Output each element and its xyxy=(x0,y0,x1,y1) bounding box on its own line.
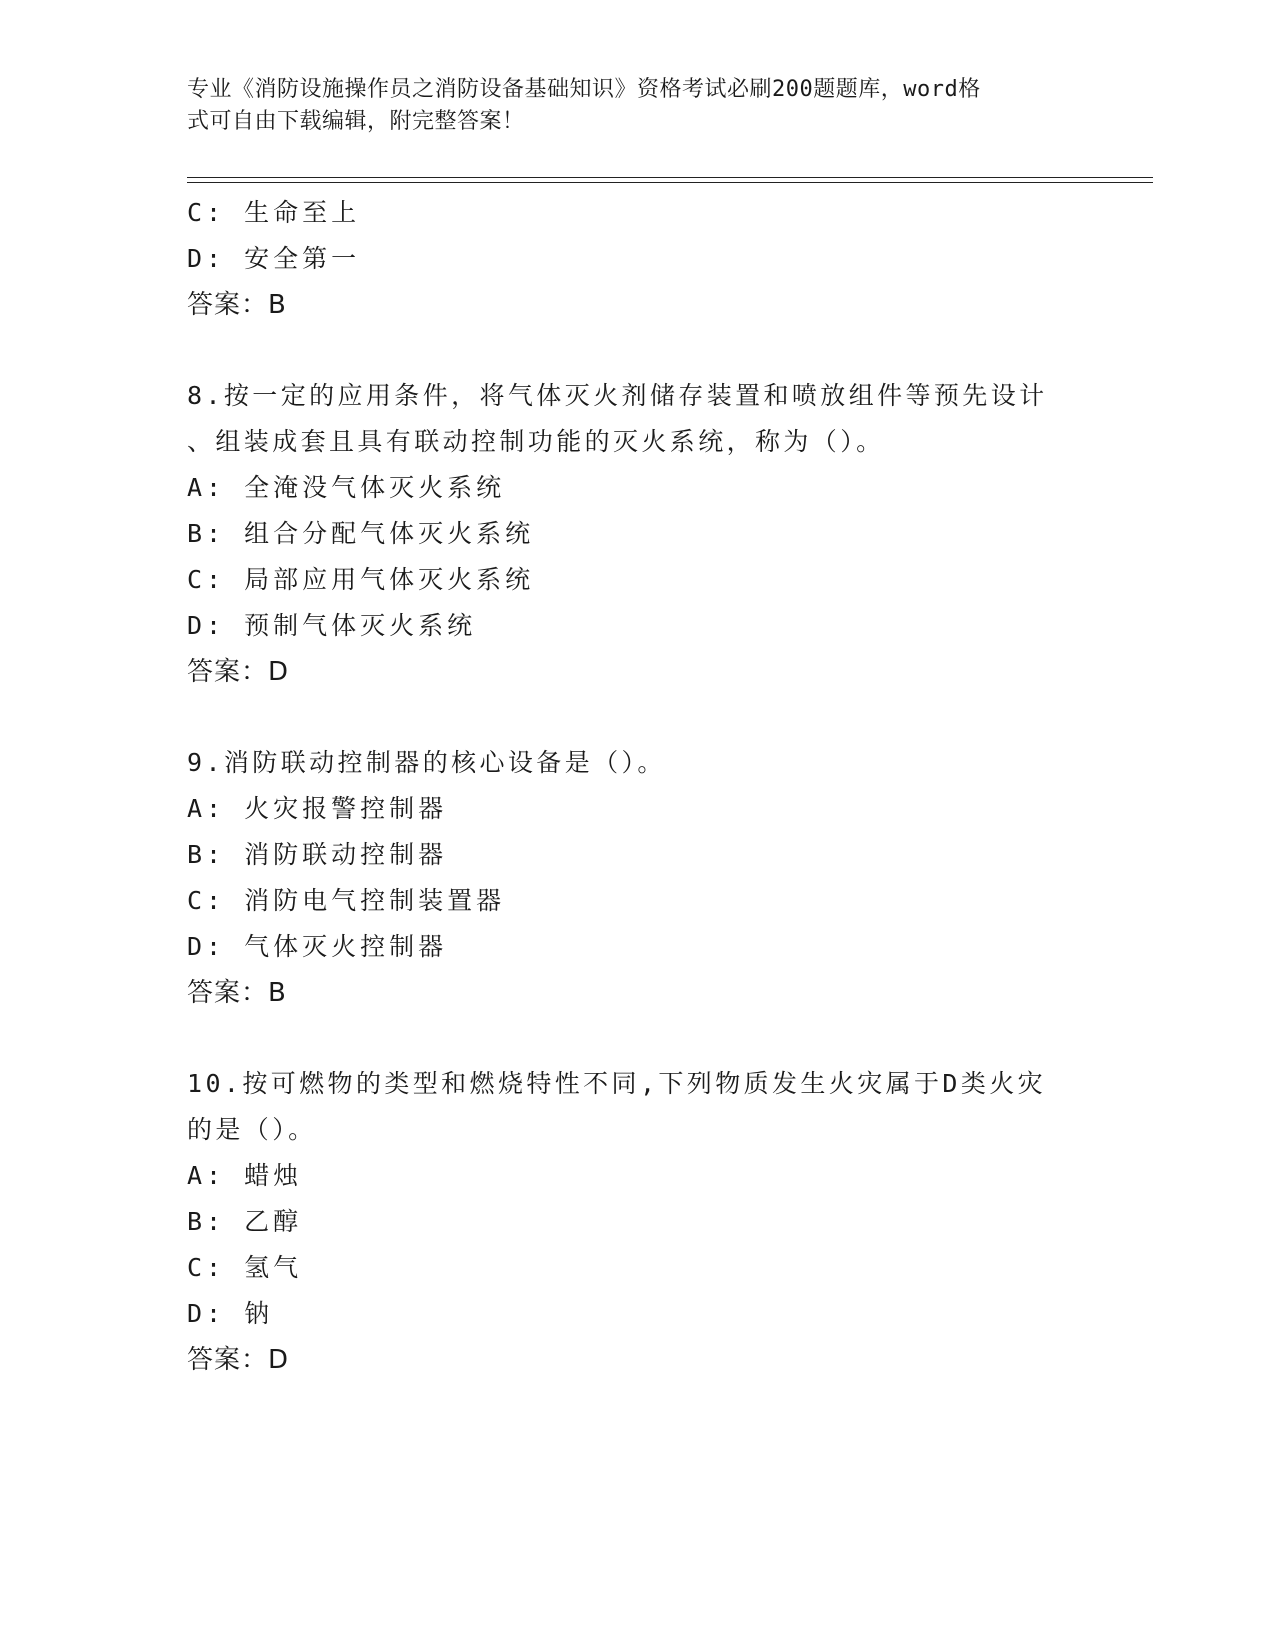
option-c: C: 生命至上 xyxy=(187,198,361,227)
question-block-7 xyxy=(187,190,1067,328)
option-c: C: 消防电气控制装置器 xyxy=(187,886,506,915)
answer-line: 答案：B xyxy=(187,290,287,320)
option-a: A: 蜡烛 xyxy=(187,1161,303,1190)
option-d: D: 钠 xyxy=(187,1299,274,1328)
question-block-10 xyxy=(187,1061,1067,1383)
question-text-line-1: 9.消防联动控制器的核心设备是（）。 xyxy=(187,748,666,777)
block-spacer xyxy=(187,695,1067,740)
question-content xyxy=(187,190,1067,1383)
option-b: B: 组合分配气体灭火系统 xyxy=(187,519,535,548)
header-line-1: 专业《消防设施操作员之消防设备基础知识》资格考试必刷200题题库，word格 xyxy=(187,77,981,102)
option-b: B: 消防联动控制器 xyxy=(187,840,448,869)
option-c: C: 局部应用气体灭火系统 xyxy=(187,565,535,594)
question-text-line-1: 8.按一定的应用条件，将气体灭火剂储存装置和喷放组件等预先设计 xyxy=(187,381,1048,410)
question-text-line-2: 的是（）。 xyxy=(187,1115,317,1144)
option-a: A: 全淹没气体灭火系统 xyxy=(187,473,506,502)
question-block-9 xyxy=(187,740,1067,1016)
option-d: D: 安全第一 xyxy=(187,244,361,273)
answer-line: 答案：D xyxy=(187,657,290,687)
document-header xyxy=(187,74,1067,138)
option-b: B: 乙醇 xyxy=(187,1207,303,1236)
option-c: C: 氢气 xyxy=(187,1253,303,1282)
header-divider-top xyxy=(187,177,1153,178)
option-d: D: 气体灭火控制器 xyxy=(187,932,448,961)
header-divider-bottom xyxy=(187,182,1153,183)
header-line-2: 式可自由下载编辑，附完整答案！ xyxy=(187,109,525,134)
question-block-8 xyxy=(187,373,1067,695)
answer-line: 答案：B xyxy=(187,978,287,1008)
option-a: A: 火灾报警控制器 xyxy=(187,794,448,823)
question-text-line-2: 、组装成套且具有联动控制功能的灭火系统，称为（）。 xyxy=(187,427,885,456)
option-d: D: 预制气体灭火系统 xyxy=(187,611,477,640)
block-spacer xyxy=(187,1016,1067,1061)
block-spacer xyxy=(187,328,1067,373)
answer-line: 答案：D xyxy=(187,1345,290,1375)
question-text-line-1: 10.按可燃物的类型和燃烧特性不同,下列物质发生火灾属于D类火灾 xyxy=(187,1069,1047,1098)
